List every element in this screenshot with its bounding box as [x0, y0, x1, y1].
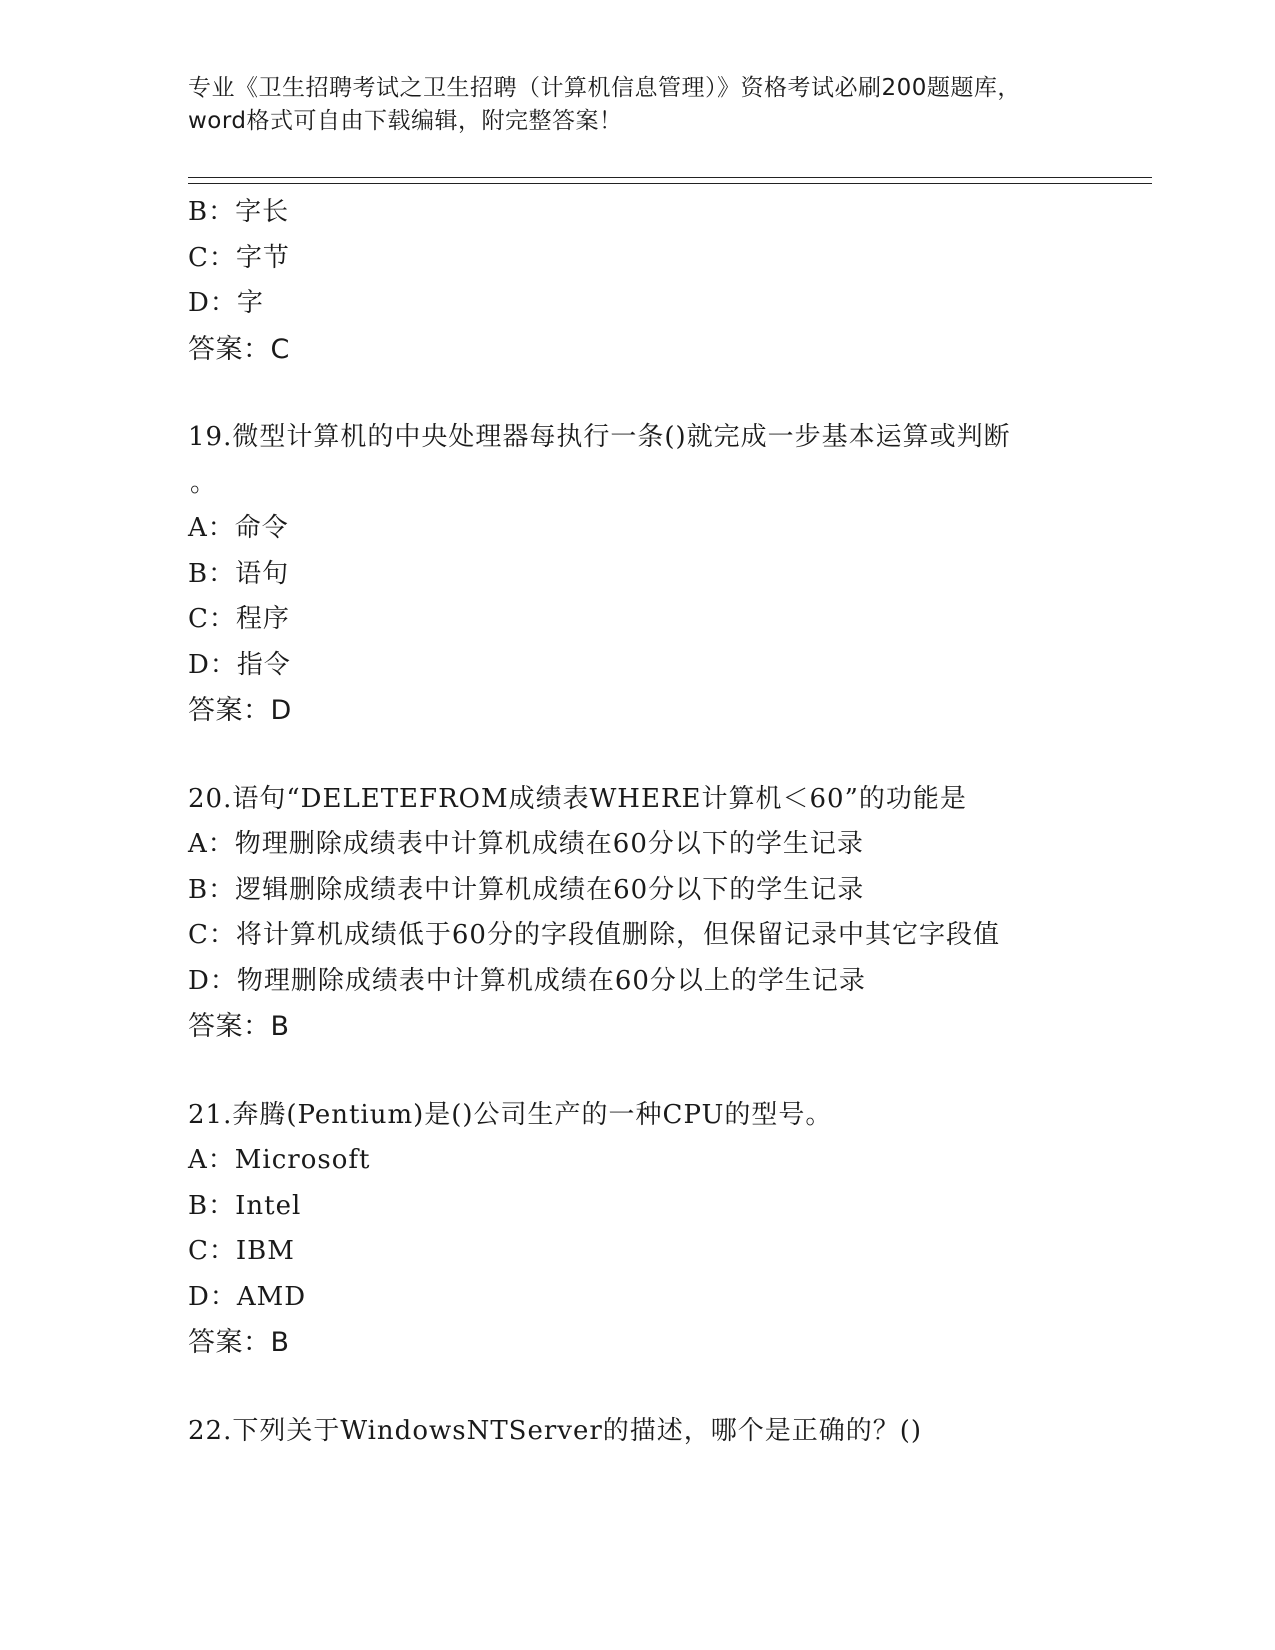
header-divider-top	[188, 177, 1152, 178]
question-content	[188, 190, 1148, 1454]
option-d: D：指令	[188, 649, 291, 680]
question-19-block	[188, 415, 1148, 734]
option-b: B：Intel	[188, 1190, 302, 1221]
option-c: C：将计算机成绩低于60分的字段值删除，但保留记录中其它字段值	[188, 920, 1000, 950]
question-20-block	[188, 777, 1148, 1050]
header-title-line-1: 专业《卫生招聘考试之卫生招聘（计算机信息管理）》资格考试必刷200题题库，	[188, 75, 1021, 101]
spacer	[188, 1050, 1148, 1093]
option-d: D：AMD	[188, 1281, 307, 1312]
answer-label: 答案：D	[188, 695, 292, 726]
header-divider-bottom	[188, 183, 1152, 184]
option-c: C：字节	[188, 242, 290, 273]
option-b: B：语句	[188, 558, 290, 589]
question-text: 22.下列关于WindowsNTServer的描述，哪个是正确的？()	[188, 1415, 923, 1446]
option-a: A：命令	[188, 513, 289, 543]
option-d: D：字	[188, 288, 264, 318]
option-c: C：程序	[188, 604, 290, 634]
question-22-block	[188, 1409, 1148, 1455]
answer-label: 答案：C	[188, 333, 290, 365]
question-text-end: 。	[190, 467, 217, 498]
spacer	[188, 372, 1148, 415]
question-text: 19.微型计算机的中央处理器每执行一条()就完成一步基本运算或判断	[188, 422, 1011, 452]
option-c: C：IBM	[188, 1236, 295, 1266]
option-b: B：字长	[188, 197, 290, 227]
question-text: 21.奔腾(Pentium)是()公司生产的一种CPU的型号。	[188, 1099, 833, 1130]
spacer	[188, 1366, 1148, 1409]
option-d: D：物理删除成绩表中计算机成绩在60分以上的学生记录	[188, 965, 866, 996]
option-a: A：物理删除成绩表中计算机成绩在60分以下的学生记录	[188, 829, 864, 859]
question-18-block	[188, 190, 1148, 372]
document-header	[188, 72, 1088, 138]
header-title-line-2: word格式可自由下载编辑，附完整答案！	[188, 108, 623, 134]
question-21-block	[188, 1093, 1148, 1366]
answer-label: 答案：B	[188, 1327, 290, 1358]
option-a: A：Microsoft	[188, 1145, 371, 1175]
question-text: 20.语句“DELETEFROM成绩表WHERE计算机＜60”的功能是	[188, 783, 967, 814]
spacer	[188, 734, 1148, 777]
option-b: B：逻辑删除成绩表中计算机成绩在60分以下的学生记录	[188, 874, 865, 905]
answer-label: 答案：B	[188, 1011, 290, 1042]
